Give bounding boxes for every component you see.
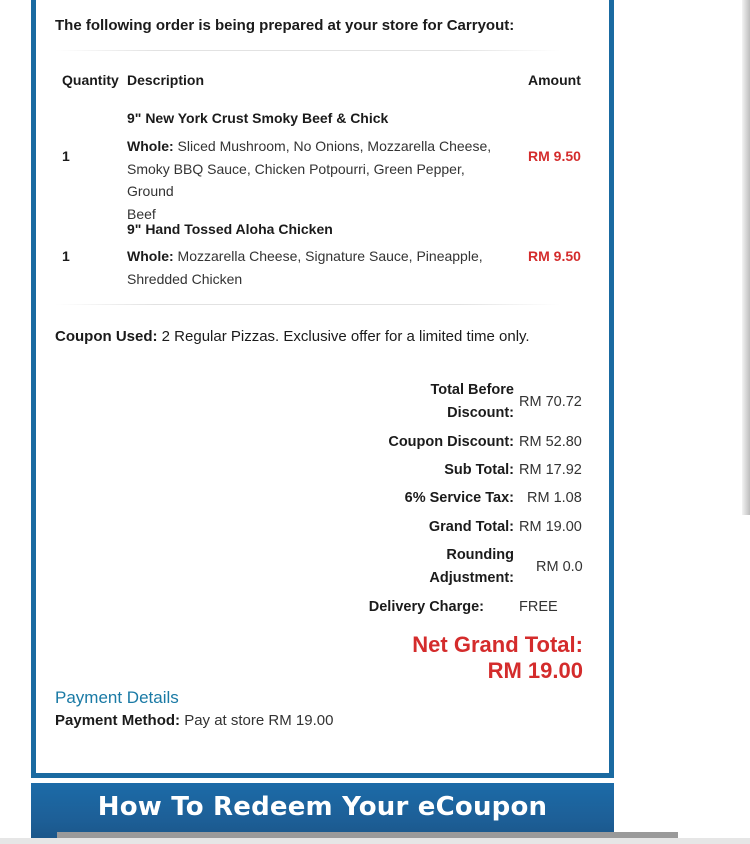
item-toppings	[127, 245, 507, 290]
column-header-quantity: Quantity	[62, 72, 119, 88]
payment-details-title: Payment Details	[55, 688, 179, 707]
sub-total-value: RM 17.92	[519, 462, 582, 478]
grand-total-label: Grand Total:	[428, 519, 514, 535]
payment-method-value: Pay at store RM 19.00	[184, 712, 334, 729]
label-line: Discount:	[447, 405, 514, 421]
payment-method-label: Payment Method:	[55, 712, 181, 729]
column-header-description: Description	[127, 72, 205, 88]
item-amount: RM 9.50	[528, 148, 581, 164]
whole-label: Whole:	[127, 248, 174, 264]
label-line: Total Before	[430, 382, 514, 398]
toppings-line: Mozzarella Cheese, Signature Sauce, Pineapple,	[177, 248, 483, 264]
coupon-label: Coupon Used:	[55, 328, 158, 345]
sub-total-label: Sub Total:	[444, 462, 514, 478]
divider	[55, 50, 560, 51]
net-grand-total	[412, 632, 583, 684]
toppings-line: Shredded Chicken	[127, 270, 243, 287]
vertical-scrollbar[interactable]	[742, 0, 750, 515]
service-tax-label: 6% Service Tax:	[404, 490, 514, 506]
column-header-amount: Amount	[528, 72, 581, 88]
item-name: 9" Hand Tossed Aloha Chicken	[127, 221, 333, 237]
rounding-adjustment-label	[429, 544, 514, 590]
total-before-discount-value: RM 70.72	[519, 394, 582, 410]
toppings-line: Sliced Mushroom, No Onions, Mozzarella Cheese,	[177, 138, 492, 154]
banner-title: How To Redeem Your eCoupon	[97, 792, 548, 822]
coupon-used	[55, 328, 530, 345]
rounding-adjustment-value: RM 0.0	[536, 559, 583, 575]
payment-method	[55, 712, 333, 729]
toppings-line: Smoky BBQ Sauce, Chicken Potpourri, Green Pepper, Ground	[127, 160, 465, 199]
bottom-strip	[0, 838, 750, 844]
label-line: Adjustment:	[429, 570, 514, 586]
coupon-discount-value: RM 52.80	[519, 434, 582, 450]
item-name: 9" New York Crust Smoky Beef & Chick	[127, 110, 389, 126]
coupon-text: 2 Regular Pizzas. Exclusive offer for a limited time only.	[161, 328, 530, 345]
net-grand-total-value: RM 19.00	[487, 658, 583, 683]
coupon-discount-label: Coupon Discount:	[388, 434, 514, 450]
horizontal-scrollbar[interactable]	[57, 832, 678, 838]
whole-label: Whole:	[127, 138, 174, 154]
grand-total-value: RM 19.00	[519, 519, 582, 535]
item-quantity: 1	[62, 248, 70, 264]
total-before-discount-label	[430, 379, 514, 425]
divider	[55, 304, 560, 305]
delivery-charge-value: FREE	[519, 599, 558, 615]
item-quantity: 1	[62, 148, 70, 164]
item-amount: RM 9.50	[528, 248, 581, 264]
order-intro-text: The following order is being prepared at your store for Carryout:	[55, 17, 515, 34]
service-tax-value: RM 1.08	[527, 490, 582, 506]
delivery-charge-label: Delivery Charge:	[368, 599, 484, 615]
item-toppings	[127, 135, 507, 225]
net-grand-total-label: Net Grand Total:	[412, 632, 583, 657]
label-line: Rounding	[446, 547, 514, 563]
toppings-line: Beef	[127, 205, 156, 222]
